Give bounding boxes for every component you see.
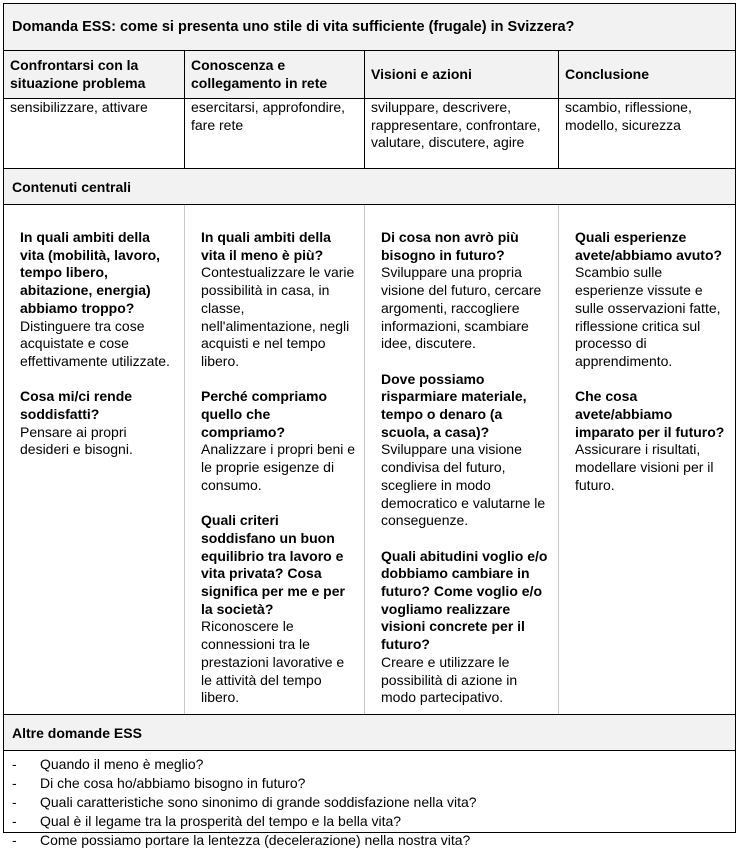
- core-question: Quali esperienze avete/abbiamo avuto?: [575, 229, 723, 263]
- phase-verbs-1: sensibilizzare, attivare: [10, 99, 148, 115]
- core-content-label: Contenuti centrali: [12, 178, 132, 195]
- core-block: [575, 229, 726, 371]
- phase-header-2: Conoscenza e collegamento in rete: [184, 51, 364, 98]
- core-text: Contestualizzare le varie possibilità in casa, in classe, nell'alimentazione, negli acquisti e nel tempo libero.: [201, 264, 355, 369]
- list-item-text: Quali caratteristiche sono sinonimo di grande soddisfazione nella vita?: [40, 794, 477, 810]
- core-text: Scambio sulle esperienze vissute e sulle osservazioni fatte, riflessione critica sul processo di apprendimento.: [575, 264, 721, 369]
- phase-verbs-3: sviluppare, descrivere, rappresentare, confrontare, valutare, discutere, agire: [364, 99, 558, 168]
- phase-header-row: [4, 50, 735, 98]
- ess-table: [3, 3, 736, 848]
- phase-verbs-row: [4, 98, 735, 168]
- core-question: In quali ambiti della vita il meno è più?: [201, 229, 331, 263]
- core-block: [381, 371, 550, 530]
- core-column-2: [184, 205, 364, 714]
- core-block: [20, 229, 176, 371]
- phase-header-1: Confrontarsi con la situazione problema: [10, 57, 146, 91]
- phase-verbs-2: esercitarsi, approfondire, fare rete: [184, 99, 364, 168]
- list-item-text: Qual è il legame tra la prosperità del tempo e la bella vita?: [40, 813, 402, 829]
- phase-header-3: Visioni e azioni: [364, 51, 558, 98]
- core-question: Quali criteri soddisfano un buon equilibrio tra lavoro e vita privata? Cosa significa per me e per la società?: [201, 512, 345, 617]
- core-text: Sviluppare una visione condivisa del futuro, scegliere in modo democratico e valutarne le conseguenze.: [381, 441, 546, 529]
- table-title-row: [4, 4, 735, 50]
- core-column-3: [364, 205, 558, 714]
- core-question: In quali ambiti della vita (mobilità, lavoro, tempo libero, abitazione, energia) abbiamo troppo?: [20, 229, 161, 316]
- core-text: Distinguere tra cose acquistate e cose effettivamente utilizzate.: [20, 317, 170, 369]
- other-questions-row: [4, 750, 735, 848]
- core-column-4: [558, 205, 734, 714]
- list-item-text: Come possiamo portare la lentezza (decelerazione) nella nostra vita?: [40, 832, 471, 848]
- bullet-dash: -: [12, 794, 17, 810]
- core-block: [20, 388, 176, 459]
- other-questions-label: Altre domande ESS: [12, 724, 142, 741]
- core-text: Analizzare i propri beni e le proprie esigenze di consumo.: [201, 441, 356, 493]
- core-text: Sviluppare una propria visione del futuro, cercare argomenti, raccogliere informazioni, scambiare idee, discutere.: [381, 264, 542, 352]
- phase-header-4: Conclusione: [558, 51, 734, 98]
- core-question: Dove possiamo risparmiare materiale, tempo o denaro (a scuola, a casa)?: [381, 370, 527, 440]
- core-block: [381, 548, 550, 707]
- bullet-dash: -: [12, 832, 17, 848]
- list-item: [12, 774, 735, 793]
- phase-verbs-4: scambio, riflessione, modello, sicurezza: [558, 99, 734, 168]
- bullet-dash: -: [12, 775, 17, 791]
- core-column-1: [4, 205, 184, 714]
- core-block: [201, 512, 356, 707]
- other-questions-list: [4, 751, 735, 850]
- core-block: [575, 388, 726, 494]
- core-question: Quali abitudini voglio e/o dobbiamo cambiare in futuro? Come voglio e/o vogliamo realizzare visioni concrete per il futuro?: [381, 547, 548, 653]
- core-text: Creare e utilizzare le possibilità di azione in modo partecipativo.: [381, 653, 518, 706]
- core-question: Cosa mi/ci rende soddisfatti?: [20, 388, 133, 423]
- list-item-text: Di che cosa ho/abbiamo bisogno in futuro?: [40, 775, 306, 791]
- table-title: Domanda ESS: come si presenta uno stile di vita sufficiente (frugale) in Svizzera?: [12, 19, 575, 35]
- list-item: [12, 812, 735, 831]
- core-block: [381, 229, 550, 353]
- core-question: Perché compriamo quello che compriamo?: [201, 388, 328, 440]
- core-text: Assicurare i risultati, modellare visioni per il futuro.: [575, 441, 714, 493]
- list-item: [12, 831, 735, 850]
- bullet-dash: -: [12, 813, 17, 829]
- list-item-text: Quando il meno è meglio?: [40, 756, 204, 772]
- list-item: [12, 755, 735, 774]
- other-questions-section-header: [4, 714, 735, 750]
- core-text: Pensare ai propri desideri e bisogni.: [20, 423, 133, 458]
- core-block: [201, 388, 356, 494]
- list-item: [12, 793, 735, 812]
- bullet-dash: -: [12, 756, 17, 772]
- core-question: Di cosa non avrò più bisogno in futuro?: [381, 229, 519, 263]
- core-text: Riconoscere le connessioni tra le prestazioni lavorative e le attività del tempo libero.: [201, 618, 345, 706]
- core-content-row: [4, 204, 735, 714]
- core-question: Che cosa avete/abbiamo imparato per il futuro?: [575, 388, 725, 440]
- core-content-section-header: [4, 168, 735, 204]
- core-block: [201, 229, 356, 371]
